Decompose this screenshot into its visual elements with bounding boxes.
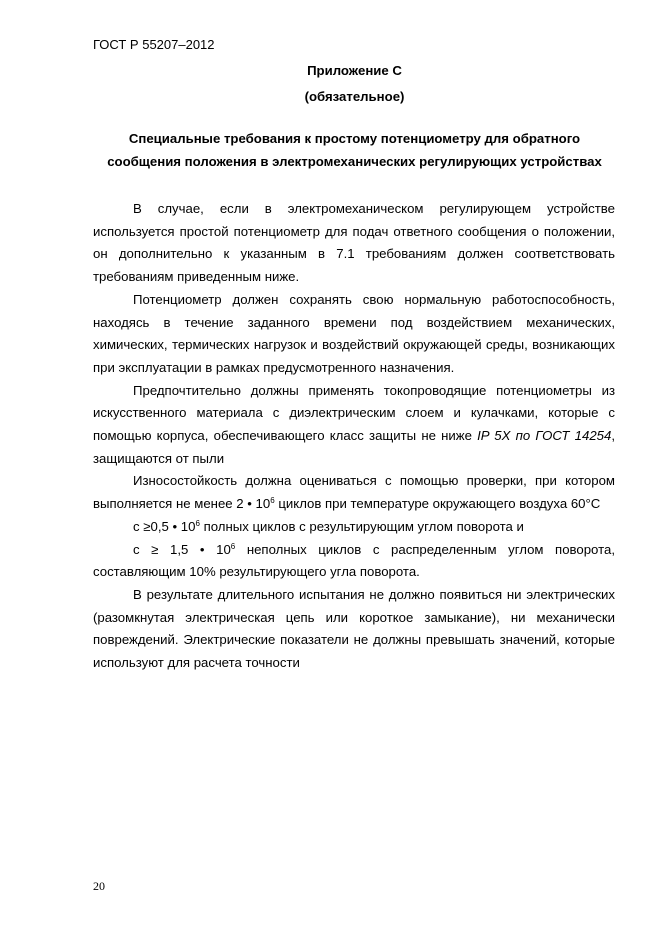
appendix-title: Приложение С	[307, 63, 402, 78]
paragraph-4-text-b: циклов при температуре окружающего воздуха 60°С	[274, 496, 601, 512]
paragraph-4	[93, 470, 615, 515]
paragraph-6	[93, 539, 615, 584]
paragraph-2: Потенциометр должен сохранять свою нормальную работоспособность, находясь в течение заданного времени под воздействием механических, химических, термических нагрузок и воздействий окружающей среды, возникающих при эксплуатации в рамках предусмотренного назначения.	[93, 291, 615, 375]
paragraph-3-text-a: Предпочтительно должны применять токопроводящие потенциометры из искусственного материала с диэлектрическим слоем и кулачками, которые с помощью корпуса, обеспечивающего класс защиты не ниже	[93, 382, 615, 444]
page-number: 20	[93, 879, 105, 893]
paragraph-5	[93, 516, 615, 539]
paragraph-6-exponent: 6	[230, 541, 236, 551]
paragraph-3	[93, 380, 615, 471]
paragraph-1: В случае, если в электромеханическом регулирующем устройстве используется простой потенциометр для подач ответного сообщения о положении, он дополнительно к указанным в 7.1 требованиям должен соответствовать требованиям приведенным ниже.	[93, 201, 615, 285]
paragraph-6-text-b: неполных циклов с распределенным углом поворота, составляющим 10% результирующего угла поворота.	[93, 541, 615, 580]
section-title-line-2: сообщения положения в электромеханических регулирующих устройствах	[107, 154, 602, 169]
paragraph-5-exponent: 6	[195, 518, 200, 528]
standard-header: ГОСТ Р 55207–2012	[93, 37, 215, 52]
section-title-line-1: Специальные требования к простому потенциометру для обратного	[128, 131, 581, 146]
paragraph-3-standard-ref: IP 5X по ГОСТ 14254	[477, 428, 612, 444]
paragraph-3-text-b: , защищаются от пыли	[93, 428, 615, 466]
paragraph-4-text-a: Износостойкость должна оцениваться с помощью проверки, при котором выполняется не менее 2 • 10	[93, 473, 615, 512]
paragraph-5-text-a: с ≥0,5 • 10	[133, 518, 196, 534]
appendix-status: (обязательное)	[304, 89, 405, 104]
paragraph-7: В результате длительного испытания не должно появиться ни электрических (разомкнутая электрическая цепь или короткое замыкание), ни механически повреждений. Электрические показатели не должны превышать значений, которые используют для расчета точности	[93, 586, 615, 671]
paragraph-5-text-b: полных циклов с результирующим углом поворота и	[199, 518, 524, 534]
paragraph-4-exponent: 6	[270, 496, 275, 506]
paragraph-6-text-a: с ≥ 1,5 • 10	[133, 541, 231, 557]
body-text	[93, 198, 615, 675]
